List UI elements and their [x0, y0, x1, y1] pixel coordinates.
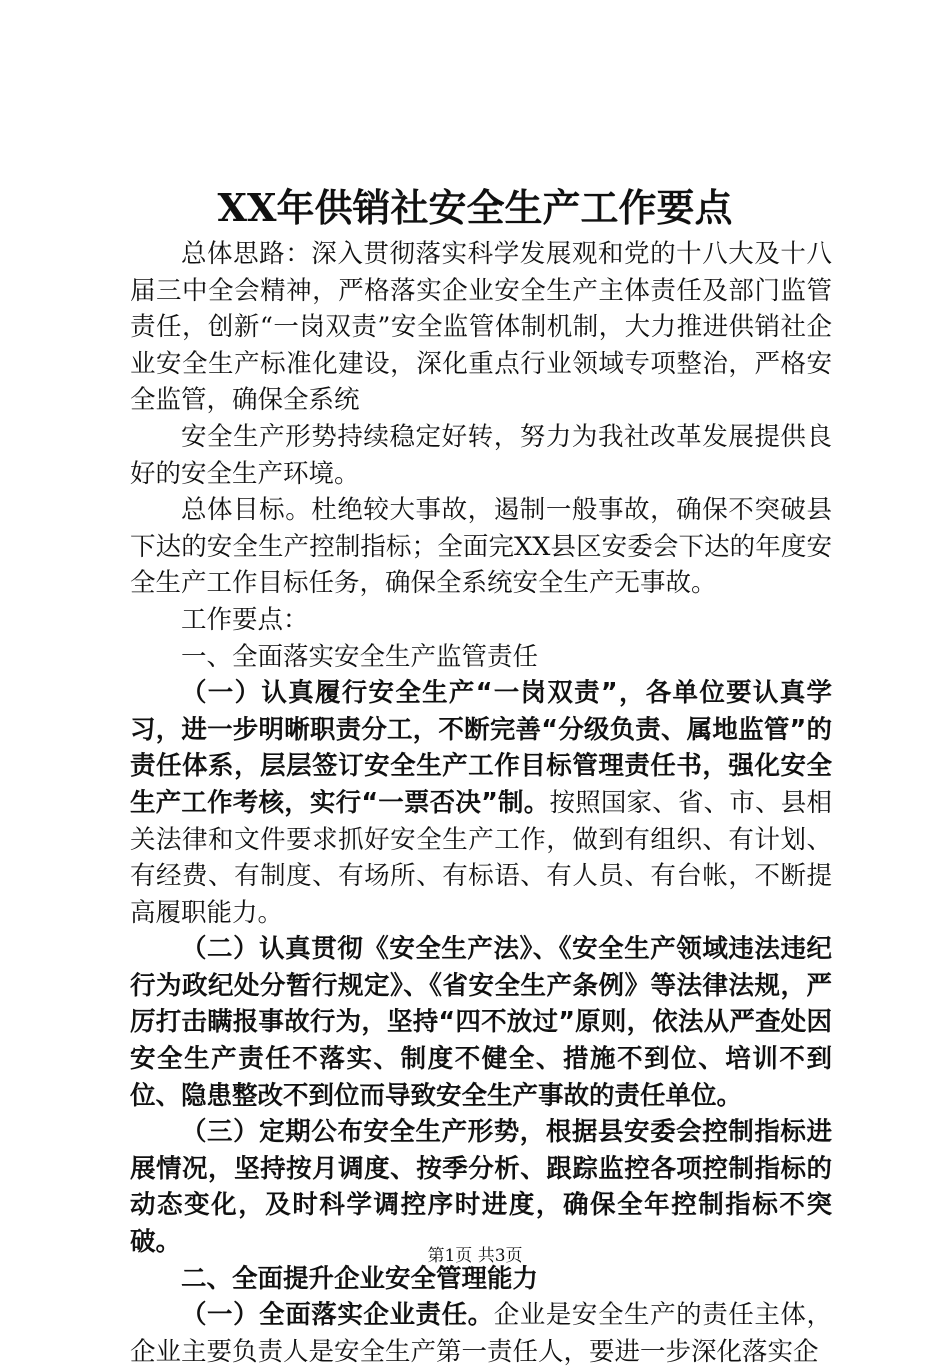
- paragraph: [130, 492, 832, 602]
- paragraph: [130, 639, 832, 676]
- document-body: [130, 236, 832, 1370]
- bold-text-run: （一）认真履行安全生产“一岗双责”，各单位要认真学习，进一步明晰职责分工，不断完善“分级负责、属地监管”的责任体系，层层签订安全生产工作目标管理责任书，强化安全生产工作考核，实行“一票否决”制。: [130, 678, 832, 818]
- text-run: 企业是安全生产的责任主体，企业主要负责人是安全生产第一责任人，要进一步深化落实企: [130, 1300, 832, 1367]
- paragraph: [130, 1114, 832, 1260]
- paragraph: [130, 236, 832, 419]
- bold-text-run: 二、全面提升企业安全管理能力: [181, 1263, 539, 1294]
- paragraph: [130, 419, 832, 492]
- paragraph: [130, 931, 832, 1114]
- page-footer: 第1页 共3页: [427, 1246, 523, 1266]
- paragraph: [130, 675, 832, 931]
- bold-text-run: （一）全面落实企业责任。: [181, 1300, 494, 1331]
- text-run: 一、全面落实安全生产监管责任: [181, 641, 539, 672]
- paragraph: [130, 602, 832, 639]
- text-run: 总体目标。杜绝较大事故，遏制一般事故，确保不突破县下达的安全生产控制指标；全面完XX县区安委会下达的年度安全生产工作目标任务，确保全系统安全生产无事故。: [130, 495, 832, 599]
- text-run: 安全生产形势持续稳定好转，努力为我社改革发展提供良好的安全生产环境。: [130, 421, 832, 489]
- bold-text-run: （二）认真贯彻《安全生产法》、《安全生产领域违法违纪行为政纪处分暂行规定》、《省安全生产条例》等法律法规，严厉打击瞒报事故行为，坚持“四不放过”原则，依法从严查处因安全生产责任不落实、制度不健全、措施不到位、培训不到位、隐患整改不到位而导致安全生产事故的责任单位。: [130, 934, 832, 1111]
- paragraph: [130, 1297, 832, 1370]
- text-run: 总体思路：深入贯彻落实科学发展观和党的十八大及十八届三中全会精神，严格落实企业安全生产主体责任及部门监管责任，创新“一岗双责”安全监管体制机制，大力推进供销社企业安全生产标准化建设，深化重点行业领域专项整治，严格安全监管，确保全系统: [130, 239, 832, 416]
- text-run: 按照国家、省、市、县相关法律和文件要求抓好安全生产工作，做到有组织、有计划、有经费、有制度、有场所、有标语、有人员、有台帐，不断提高履职能力。: [130, 787, 832, 928]
- bold-text-run: （三）定期公布安全生产形势，根据县安委会控制指标进展情况，坚持按月调度、按季分析、跟踪监控各项控制指标的动态变化，及时科学调控序时进度，确保全年控制指标不突破。: [130, 1117, 832, 1258]
- document-title: XX年供销社安全生产工作要点: [217, 185, 733, 230]
- text-run: 工作要点：: [181, 604, 309, 635]
